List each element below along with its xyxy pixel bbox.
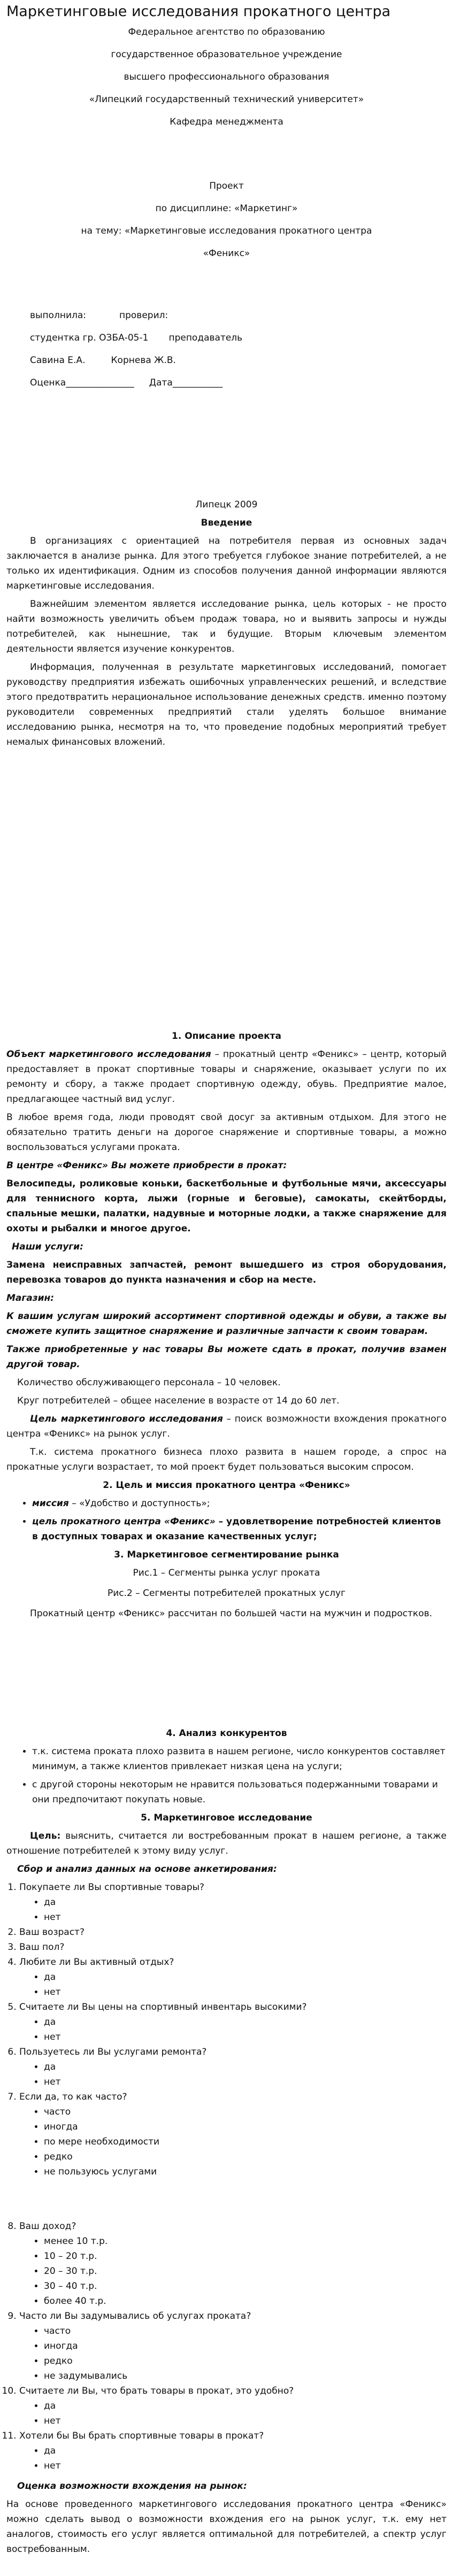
answer-option: • иногда (44, 2339, 447, 2354)
object-paragraph (6, 1047, 447, 1107)
consumers-text: Круг потребителей – общее население в возрасте от 14 до 60 лет. (17, 1395, 340, 1406)
staff-text: Количество обслуживающего персонала – 10 человек. (17, 1377, 281, 1388)
services-text: Замена неисправных запчастей, ремонт вышедшего из строя оборудования, перевозка товаров до пункта назначения и сбор на месте. (6, 1260, 447, 1285)
answer-option: • нет (44, 2074, 447, 2089)
center-goal-label: цель прокатного центра «Феникс» (32, 1516, 216, 1527)
survey-question (19, 2384, 447, 2428)
teacher-name: Корнева Ж.В. (111, 355, 176, 366)
answer-option: • менее 10 т.р. (44, 2234, 447, 2249)
answer-option: • не задумывались (44, 2369, 447, 2384)
project-topic-cont: «Феникс» (203, 248, 250, 259)
goal-label: Цель маркетингового исследования (30, 1414, 223, 1424)
mission-text: – «Удобство и доступность»; (68, 1498, 210, 1509)
survey-question (19, 1880, 447, 1925)
demand-paragraph: Т.к. система прокатного бизнеса плохо развита в нашем городе, а спрос на прокатные услуги возрастает, то мой проект будет пользоваться высоким спросом. (6, 1447, 447, 1472)
project-discipline: по дисциплине: «Маркетинг» (155, 203, 298, 214)
section-heading: 2. Цель и миссия прокатного центра «Феникс» (103, 1480, 350, 1491)
grade-field: Оценка_______________ (30, 377, 134, 388)
segment-text: Прокатный центр «Феникс» рассчитан по большей части на мужчин и подростков. (30, 1608, 433, 1619)
answer-option: • да (44, 1895, 447, 1910)
question-text: Часто ли Вы задумывались об услугах проката? (19, 2311, 251, 2322)
document-page (0, 2, 453, 2576)
survey-question (19, 2219, 447, 2309)
section-heading: 1. Описание проекта (172, 1031, 281, 1042)
survey-list (6, 2219, 447, 2473)
signature-label: проверил: (119, 310, 168, 321)
answer-option: • да (44, 1970, 447, 1985)
answer-option: • редко (44, 2149, 447, 2164)
survey-question (19, 1925, 447, 1940)
survey-question (19, 2089, 447, 2179)
answer-option: • более 40 т.р. (44, 2294, 447, 2309)
research-goal-label: Цель: (30, 1831, 61, 1841)
question-text: Любите ли Вы активный отдых? (19, 1957, 174, 1968)
survey-question (19, 1955, 447, 2000)
answer-option: • редко (44, 2354, 447, 2369)
object-label: Объект маркетингового исследования (6, 1049, 211, 1060)
signature-row (6, 375, 447, 390)
section-5 (6, 1810, 447, 2557)
answer-options (19, 1970, 447, 2000)
list-item: • т.к. система проката плохо развита в нашем регионе, число конкурентов составляет минимум, а также клиентов привлекает низкая цена на услуги; (32, 1744, 447, 1774)
answer-option: • нет (44, 2458, 447, 2473)
answer-option: • нет (44, 2030, 447, 2045)
rent-list: Велосипеды, роликовые коньки, баскетбольные и футбольные мячи, аксессуары для теннисного корта, лыжи (горные и беговые), самокаты, скейтборды, спальные мешки, палатки, надувные и моторные лодки, а также снаряжение для охоты и рыбалки и многое другое. (6, 1178, 447, 1234)
object-text: – прокатный центр «Феникс» – центр, который предоставляет в прокат спортивные товары и снаряжение, оказывает услуги по их ремонту и сбору, а также продает спортивную одежду, обувь. Предприятие малое, предлагающее частный вид услуг. (6, 1049, 447, 1105)
header-line: государственное образовательное учреждение (111, 49, 342, 60)
answer-options (19, 1895, 447, 1925)
shop-heading: Магазин: (6, 1293, 55, 1304)
section-3 (6, 1547, 447, 1621)
project-topic: на тему: «Маркетинговые исследования прокатного центра (81, 226, 372, 236)
answer-option: • не пользуюсь услугами (44, 2164, 447, 2179)
market-text: На основе проведенного маркетингового исследования прокатного центра «Феникс» можно сделать вывод о возможности вхождения его на рынок услуг, т.к. ему нет аналогов, стоимость его услуг является оптимальной для потребителей, а спектр услуг востребованным. (6, 2499, 447, 2555)
shop-text: К вашим услугам широкий ассортимент спортивной одежды и обуви, а также вы сможете купить защитное снаряжение и различные запчасти к своим товарам. (6, 1311, 447, 1337)
signature-row (6, 330, 447, 345)
title-page (6, 25, 447, 512)
project-word: Проект (209, 181, 244, 191)
question-text: Если да, то как часто? (19, 2092, 127, 2102)
answer-option: • иногда (44, 2119, 447, 2134)
answer-options (19, 2015, 447, 2045)
signature-row (6, 353, 447, 368)
survey-question (19, 2309, 447, 2384)
student-name: Савина Е.А. (30, 355, 86, 366)
question-text: Покупаете ли Вы спортивные товары? (19, 1882, 205, 1893)
competitor-list (6, 1744, 447, 1807)
rent-heading: В центре «Феникс» Вы можете приобрести в прокат: (6, 1160, 287, 1171)
answer-option: • нет (44, 1985, 447, 2000)
goal-paragraph (6, 1412, 447, 1441)
survey-heading: Сбор и анализ данных на основе анкетирования: (17, 1864, 277, 1875)
intro-paragraph: В организациях с ориентацией на потребителя первая из основных задач заключается в анализе рынка. Для этого требуется глубокое знание потребителей, а не только их идентификация. Одним из способов получения данной информации являются маркетинговые исследования. (6, 536, 447, 591)
answer-options (19, 2398, 447, 2428)
goal-text: – поиск возможности вхождения прокатного центра «Феникс» на рынок услуг. (6, 1414, 447, 1439)
signature-label: выполнила: (30, 310, 86, 321)
question-text: Хотели бы Вы брать спортивные товары в прокат? (19, 2431, 264, 2441)
signature-row (6, 308, 447, 323)
answer-option: • по мере необходимости (44, 2134, 447, 2149)
question-text: Ваш доход? (19, 2221, 76, 2232)
survey-question (19, 2428, 447, 2473)
answer-options (19, 2324, 447, 2384)
figure-caption: Рис.2 – Сегменты потребителей прокатных услуг (107, 1588, 346, 1599)
header-line: Федеральное агентство по образованию (128, 27, 325, 37)
survey-question (19, 2045, 447, 2089)
answer-option: • часто (44, 2324, 447, 2339)
section-heading: 5. Маркетинговое исследование (141, 1813, 312, 1823)
center-goal-text: – удовлетворение потребностей клиентов в доступных товарах и оказание качественных услуг; (32, 1516, 441, 1542)
question-text: Пользуетесь ли Вы услугами ремонта? (19, 2047, 207, 2057)
signature-value: студентка гр. ОЗБА-05-1 (30, 333, 149, 343)
exchange-text: Также приобретенные у нас товары Вы можете сдать в прокат, получив взамен другой товар. (6, 1344, 447, 1370)
answer-options (19, 2104, 447, 2179)
survey-question (19, 1940, 447, 1955)
answer-option: • нет (44, 2413, 447, 2428)
section-heading: 3. Маркетинговое сегментирование рынка (114, 1549, 339, 1560)
answer-option: • да (44, 2060, 447, 2074)
answer-options (19, 2443, 447, 2473)
answer-option: • нет (44, 1910, 447, 1925)
list-item (32, 1514, 447, 1544)
answer-option: • да (44, 2015, 447, 2030)
date-field: Дата___________ (149, 377, 223, 388)
list-item: • с другой стороны некоторым не нравится пользоваться подержанными товарами и они предпочитают покупать новые. (32, 1777, 447, 1807)
section-heading: 4. Анализ конкурентов (166, 1728, 287, 1739)
figure-caption: Рис.1 – Сегменты рынка услуг проката (133, 1568, 320, 1578)
document-title: Маркетинговые исследования прокатного центра (6, 3, 391, 20)
question-text: Считаете ли Вы цены на спортивный инвентарь высокими? (19, 2002, 307, 2012)
answer-option: • да (44, 2398, 447, 2413)
intro-section (6, 515, 447, 750)
answer-option: • да (44, 2443, 447, 2458)
intro-paragraph: Информация, полученная в результате маркетинговых исследований, помогает руководству предприятия избежать ошибочных управленческих решений, и вследствие этого предотвратить нерациональное использование денежных средств. именно поэтому руководители современных предприятий стали уделять большое внимание исследованию рынка, несмотря на то, что проведение подобных мероприятий требует немалых финансовых вложений. (6, 662, 447, 747)
signature-value: преподаватель (168, 333, 243, 343)
services-heading: Наши услуги: (12, 1241, 83, 1252)
answer-option: • часто (44, 2104, 447, 2119)
question-text: Ваш возраст? (19, 1927, 85, 1938)
question-text: Считаете ли Вы, что брать товары в прокат, это удобно? (19, 2386, 294, 2396)
list-item (32, 1496, 447, 1511)
intro-paragraph: Важнейшим элементом является исследование рынка, цель которых - не просто найти возможность увеличить объем продаж товара, но и выявить запросы и нужды потребителей, как нынешние, так и будущие. Вторым ключевым элементом деятельности является изучение конкурентов. (6, 599, 447, 654)
mission-list (6, 1496, 447, 1544)
header-line: «Липецкий государственный технический университет» (89, 94, 364, 105)
section-2 (6, 1478, 447, 1544)
research-goal (6, 1829, 447, 1858)
section-1 (6, 1029, 447, 1475)
question-text: Ваш пол? (19, 1942, 65, 1953)
answer-option: • 30 – 40 т.р. (44, 2279, 447, 2294)
leisure-paragraph: В любое время года, люди проводят свой досуг за активным отдыхом. Для этого не обязательно тратить деньги на дорогое снаряжение и спортивные товары, а можно воспользоваться услугами проката. (6, 1112, 447, 1153)
market-heading: Оценка возможности вхождения на рынок: (17, 2481, 247, 2492)
header-line: высшего профессионального образования (124, 72, 329, 82)
answer-option: • 10 – 20 т.р. (44, 2249, 447, 2264)
mission-label: миссия (32, 1498, 69, 1509)
answer-option: • 20 – 30 т.р. (44, 2264, 447, 2279)
answer-options (19, 2234, 447, 2309)
research-goal-text: выяснить, считается ли востребованным прокат в нашем регионе, а также отношение потребителей к этому виду услуг. (6, 1831, 447, 1856)
survey-list (6, 1880, 447, 2179)
intro-heading: Введение (201, 518, 252, 528)
survey-question (19, 2000, 447, 2045)
city-year: Липецк 2009 (195, 499, 258, 510)
answer-options (19, 2060, 447, 2089)
department-line: Кафедра менеджмента (170, 117, 283, 127)
section-4 (6, 1726, 447, 1807)
